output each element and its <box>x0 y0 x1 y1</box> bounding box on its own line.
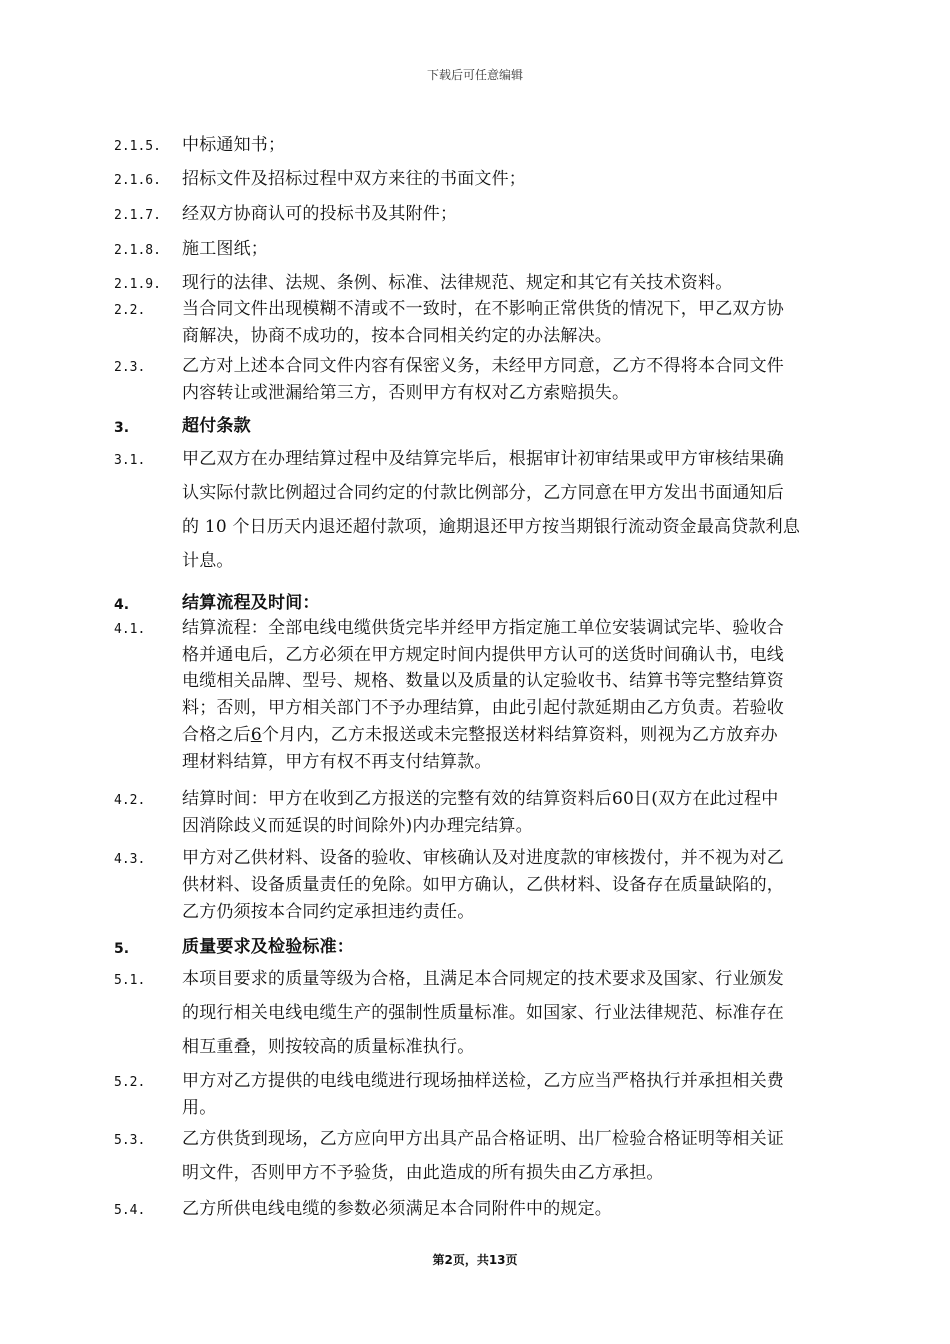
clause-number: 3. <box>114 419 130 436</box>
text-line: 乙方所供电线电缆的参数必须满足本合同附件中的规定。 <box>182 1199 612 1219</box>
clause-text <box>182 296 862 350</box>
page-header: 下载后可任意编辑 <box>426 68 523 82</box>
clause-number: 5.2. <box>114 1075 146 1090</box>
clause-number: 4.1. <box>114 621 146 637</box>
text-line: 的现行相关电线电缆生产的强制性质量标准。如国家、行业法律规范、标准存在 <box>182 1003 784 1023</box>
clause-text <box>182 1068 862 1122</box>
clause-text <box>182 615 862 775</box>
clause-number: 5.1. <box>114 972 146 988</box>
clause-number: 2.1.9. <box>114 276 161 292</box>
text-line: 乙方仍须按本合同约定承担违约责任。 <box>182 902 475 922</box>
text-line: 内容转让或泄漏给第三方，否则甲方有权对乙方索赔损失。 <box>182 383 630 403</box>
clause-number: 2.3. <box>114 360 146 375</box>
text-line: 商解决，协商不成功的，按本合同相关约定的办法解决。 <box>182 326 612 346</box>
underlined-value: 6 <box>250 724 262 745</box>
clause-number: 4. <box>114 596 130 613</box>
clause-text <box>182 353 862 407</box>
clause-text <box>182 588 862 618</box>
clause-text <box>182 786 862 840</box>
text-line: 当合同文件出现模糊不清或不一致时，在不影响正常供货的情况下，甲乙双方协 <box>182 299 784 319</box>
text-line: 的 10 个日历天内退还超付款项，逾期退还甲方按当期银行流动资金最高贷款利息 <box>182 517 801 537</box>
clause-number: 5. <box>114 940 130 957</box>
text-line: 明文件，否则甲方不予验货，由此造成的所有损失由乙方承担。 <box>182 1163 664 1183</box>
text-line: 计息。 <box>182 551 234 571</box>
clause-number: 5.3. <box>114 1132 146 1148</box>
clause-text <box>182 411 862 441</box>
text-line: 结算流程及时间： <box>182 593 320 613</box>
clause-text <box>182 162 862 196</box>
clause-number: 4.2. <box>114 793 146 808</box>
clause-number: 5.4. <box>114 1202 146 1218</box>
text-line: 甲乙双方在办理结算过程中及结算完毕后，根据审计初审结果或甲方审核结果确 <box>182 449 784 469</box>
text-line: 相互重叠，则按较高的质量标准执行。 <box>182 1037 475 1057</box>
clause-text <box>182 1122 862 1190</box>
text-line: 超付条款 <box>182 416 251 436</box>
clause-number: 4.3. <box>114 852 146 867</box>
clause-text <box>182 932 862 962</box>
clause-text <box>182 197 862 231</box>
text-line: 电缆相关品牌、型号、规格、数量以及质量的认定验收书、结算书等完整结算资 <box>182 671 784 692</box>
text-line: 用。 <box>182 1098 217 1118</box>
clause-text <box>182 128 862 162</box>
clause-number: 2.1.5. <box>114 138 161 154</box>
clause-number: 2.1.8. <box>114 242 161 258</box>
text-line: 施工图纸； <box>182 239 268 259</box>
text-line: 料；否则，甲方相关部门不予办理结算，由此引起付款延期由乙方负责。若验收 <box>182 698 784 719</box>
text-line: 招标文件及招标过程中双方来往的书面文件； <box>182 169 526 189</box>
text-line: 理材料结算，甲方有权不再支付结算款。 <box>182 751 492 772</box>
text-line: 现行的法律、法规、条例、标准、法律规范、规定和其它有关技术资料。 <box>182 273 733 293</box>
clause-number: 2.1.6. <box>114 172 161 188</box>
text-line: 因消除歧义而延误的时间除外)内办理完结算。 <box>182 816 533 836</box>
clause-number: 3.1. <box>114 452 146 468</box>
text-line: 中标通知书； <box>182 135 286 155</box>
clause-text <box>182 845 862 926</box>
clause-text <box>182 266 862 300</box>
text-line: 合格之后6个月内，乙方未报送或未完整报送材料结算资料，则视为乙方放弃办 <box>182 724 778 745</box>
clause-text <box>182 962 862 1064</box>
text-line: 格并通电后，乙方必须在甲方规定时间内提供甲方认可的送货时间确认书，电线 <box>182 644 784 665</box>
text-line: 结算流程：全部电线电缆供货完毕并经甲方指定施工单位安装调试完毕、验收合 <box>182 618 784 638</box>
text-line: 甲方对乙供材料、设备的验收、审核确认及对进度款的审核拨付，并不视为对乙 <box>182 848 784 868</box>
text-line: 甲方对乙方提供的电线电缆进行现场抽样送检，乙方应当严格执行并承担相关费 <box>182 1071 784 1091</box>
page-footer: 第2页，共13页 <box>432 1253 518 1267</box>
text-line: 认实际付款比例超过合同约定的付款比例部分，乙方同意在甲方发出书面通知后 <box>182 483 784 503</box>
clause-text <box>182 442 862 578</box>
text-line: 本项目要求的质量等级为合格，且满足本合同规定的技术要求及国家、行业颁发 <box>182 969 784 989</box>
text-line: 乙方对上述本合同文件内容有保密义务，未经甲方同意，乙方不得将本合同文件 <box>182 356 784 376</box>
clause-text <box>182 1192 862 1226</box>
clause-number: 2.2. <box>114 303 146 318</box>
text-line: 供材料、设备质量责任的免除。如甲方确认，乙供材料、设备存在质量缺陷的， <box>182 875 784 895</box>
clause-number: 2.1.7. <box>114 207 161 223</box>
text-line: 乙方供货到现场，乙方应向甲方出具产品合格证明、出厂检验合格证明等相关证 <box>182 1129 784 1149</box>
text-line: 质量要求及检验标准： <box>182 937 354 957</box>
text-line: 经双方协商认可的投标书及其附件； <box>182 204 458 224</box>
text-line: 结算时间：甲方在收到乙方报送的完整有效的结算资料后60日(双方在此过程中 <box>182 789 779 809</box>
clause-text <box>182 232 862 266</box>
